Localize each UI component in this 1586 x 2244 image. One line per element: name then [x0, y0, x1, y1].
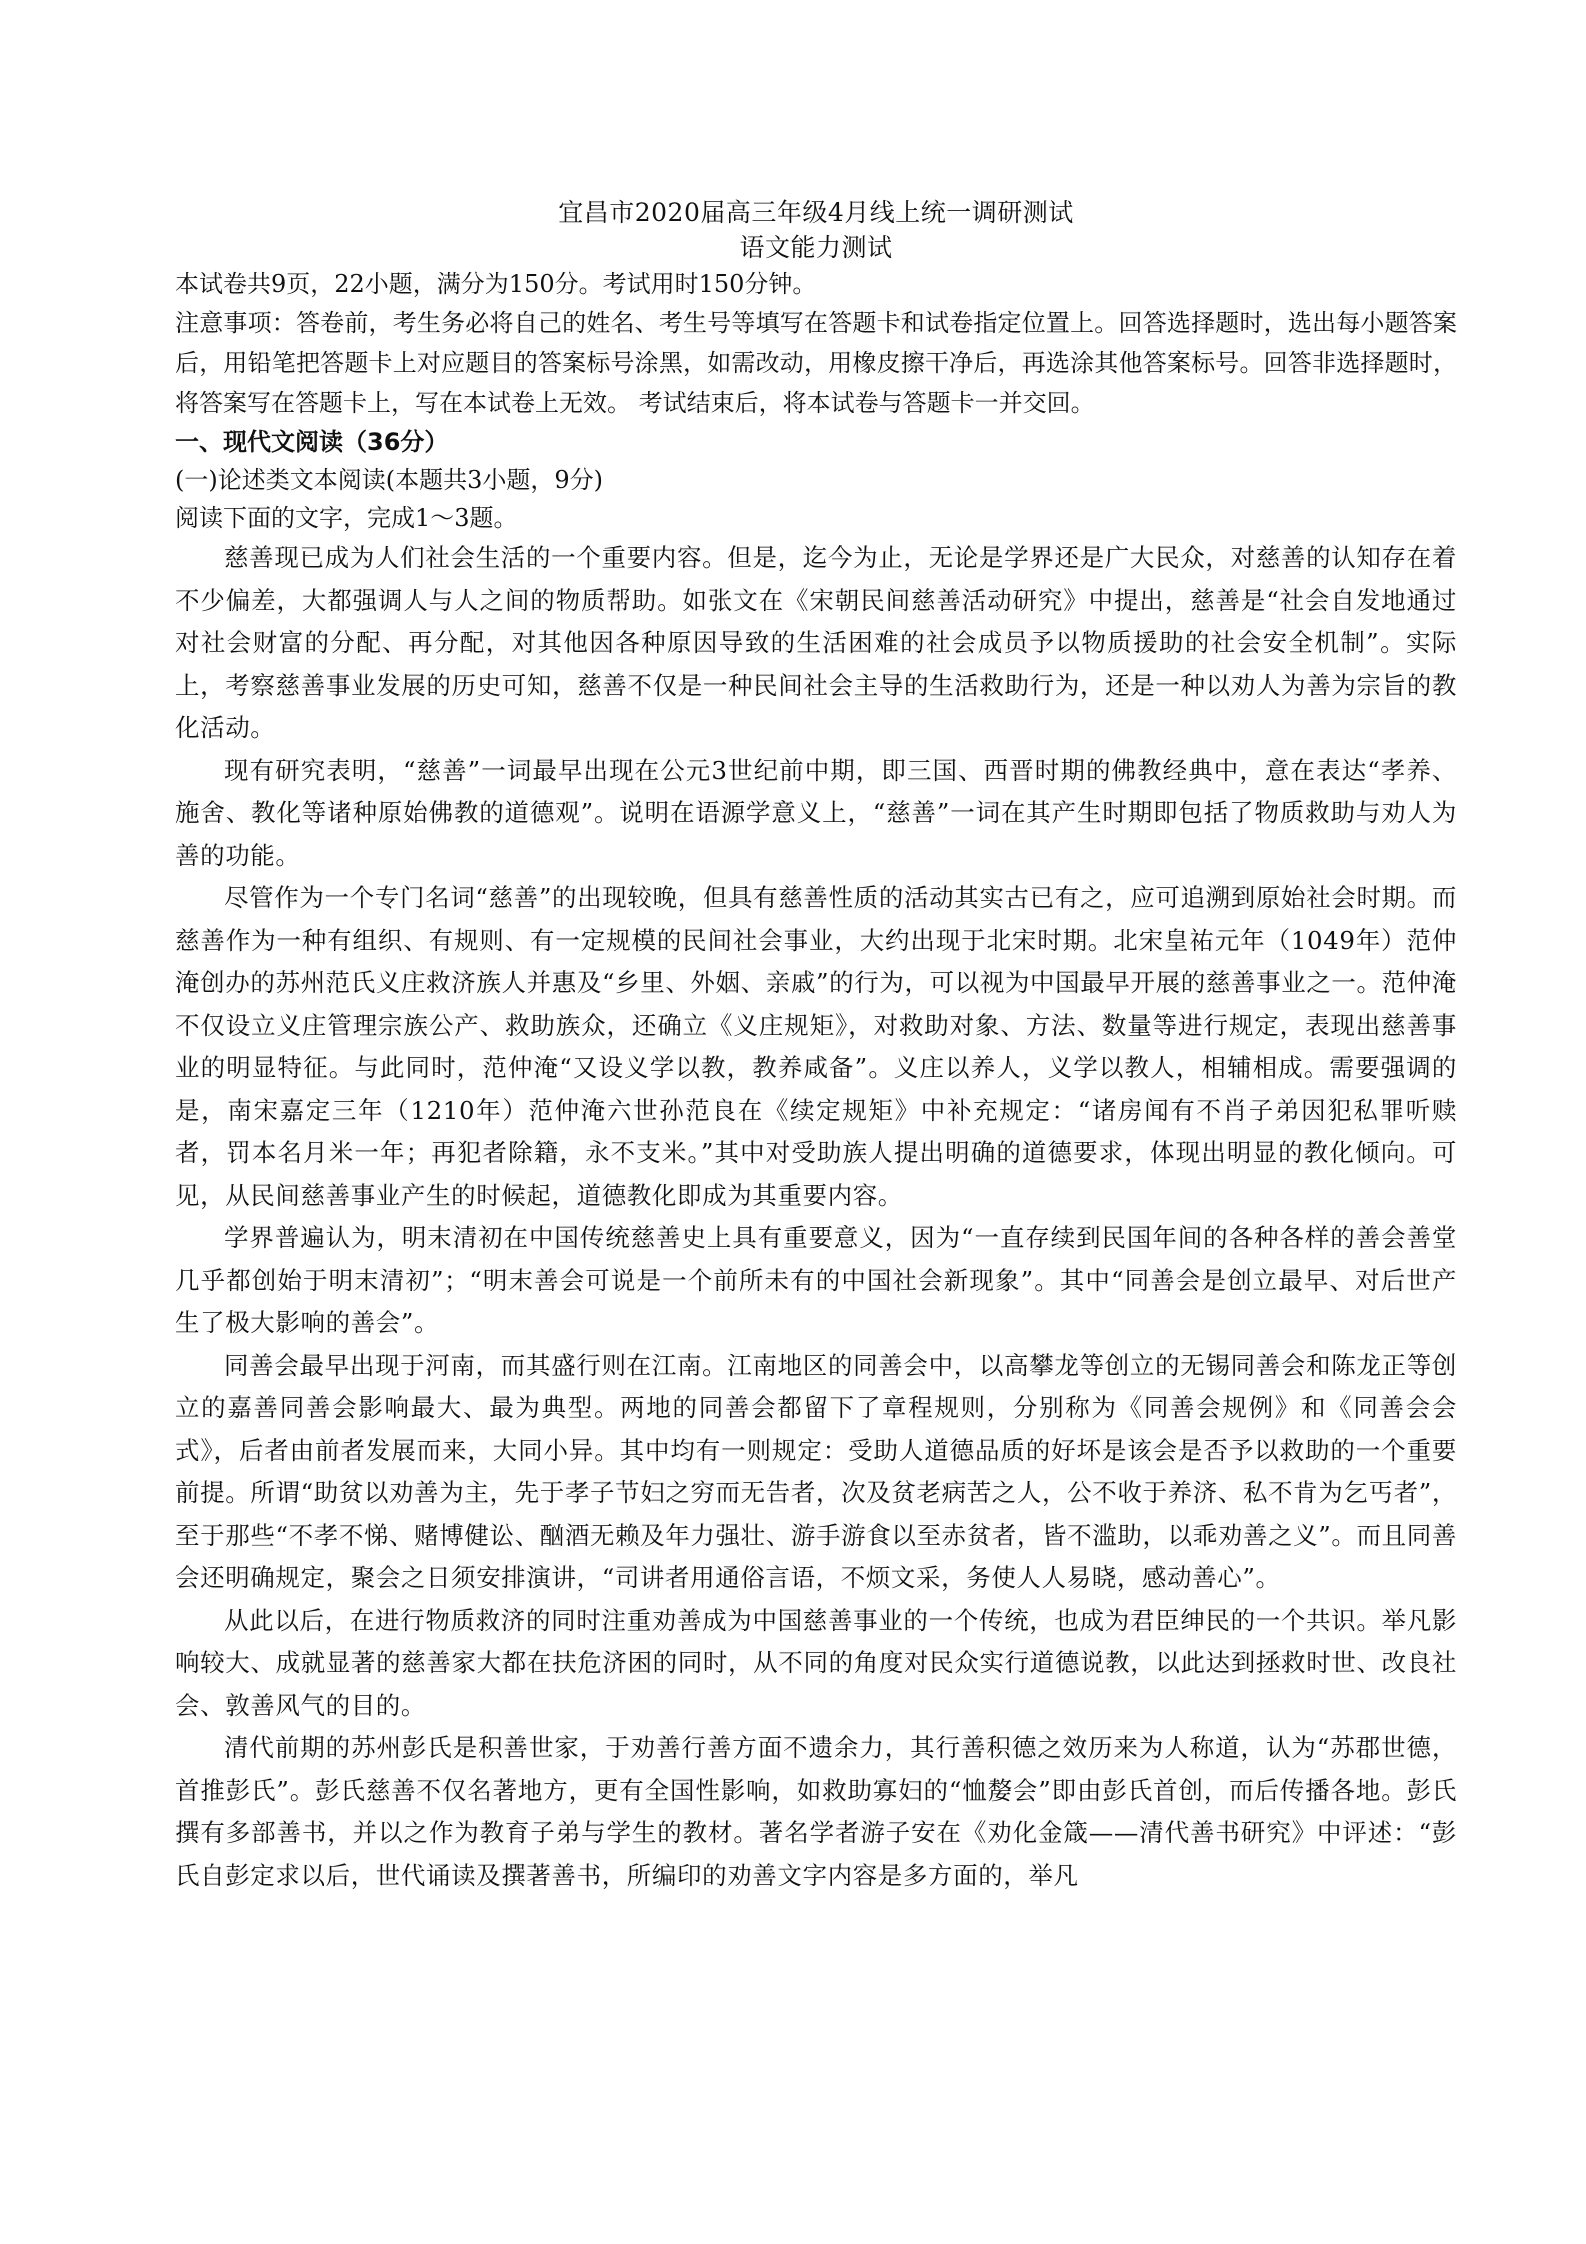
exam-subtitle: 语文能力测试 — [739, 233, 893, 262]
passage-paragraph: 清代前期的苏州彭氏是积善世家，于劝善行善方面不遗余力，其行善积德之效历来为人称道，认为“苏郡世德，首推彭氏”。彭氏慈善不仅名著地方，更有全国性影响，如救助寡妇的“恤嫠会”即由彭氏首创，而后传播各地。彭氏撰有多部善书，并以之作为教育子弟与学生的教材。著名学者游子安在《劝化金箴——清代善书研究》中评述：“彭氏自彭定求以后，世代诵读及撰著善书，所编印的劝善文字内容是多方面的，举凡 — [175, 1733, 1457, 1890]
exam-title: 宜昌市2020届高三年级4月线上统一调研测试 — [558, 198, 1074, 227]
section-heading: 一、现代文阅读（36分） — [175, 428, 449, 456]
passage-paragraph: 学界普遍认为，明末清初在中国传统慈善史上具有重要意义，因为“一直存续到民国年间的各种各样的善会善堂几乎都创始于明末清初”；“明末善会可说是一个前所未有的中国社会新现象”。其中“同善会是创立最早、对后世产生了极大影响的善会”。 — [175, 1223, 1457, 1337]
passage-paragraph: 现有研究表明，“慈善”一词最早出现在公元3世纪前中期，即三国、西晋时期的佛教经典中，意在表达“孝养、施舍、教化等诸种原始佛教的道德观”。说明在语源学意义上，“慈善”一词在其产生时期即包括了物质救助与劝人为善的功能。 — [175, 755, 1457, 870]
passage-paragraph: 尽管作为一个专门名词“慈善”的出现较晚，但具有慈善性质的活动其实古已有之，应可追溯到原始社会时期。而慈善作为一种有组织、有规则、有一定规模的民间社会事业，大约出现于北宋时期。北宋皇祐元年（1049年）范仲淹创办的苏州范氏义庄救济族人并惠及“乡里、外姻、亲戚”的行为，可以视为中国最早开展的慈善事业之一。范仲淹不仅设立义庄管理宗族公产、救助族众，还确立《义庄规矩》，对救助对象、方法、数量等进行规定，表现出慈善事业的明显特征。与此同时，范仲淹“又设义学以教，教养咸备”。义庄以养人，义学以教人，相辅相成。需要强调的是，南宋嘉定三年（1210年）范仲淹六世孙范良在《续定规矩》中补充规定：“诸房闻有不肖子弟因犯私罪听赎者，罚本名月米一年；再犯者除籍，永不支米。”其中对受助族人提出明确的道德要求，体现出明显的教化倾向。可见，从民间慈善事业产生的时候起，道德教化即成为其重要内容。 — [175, 883, 1457, 1210]
exam-info: 本试卷共9页，22小题，满分为150分。考试用时150分钟。 — [175, 270, 817, 298]
passage-paragraph: 从此以后，在进行物质救济的同时注重劝善成为中国慈善事业的一个传统，也成为君臣绅民的一个共识。举凡影响较大、成就显著的慈善家大都在扶危济困的同时，从不同的角度对民众实行道德说教，以此达到拯救时世、改良社会、敦善风气的目的。 — [175, 1605, 1457, 1720]
reading-instruction: 阅读下面的文字，完成1～3题。 — [175, 504, 518, 532]
reading-passage — [175, 537, 1457, 1897]
passage-paragraph: 慈善现已成为人们社会生活的一个重要内容。但是，迄今为止，无论是学界还是广大民众，对慈善的认知存在着不少偏差，大都强调人与人之间的物质帮助。如张文在《宋朝民间慈善活动研究》中提出，慈善是“社会自发地通过对社会财富的分配、再分配，对其他因各种原因导致的生活困难的社会成员予以物质援助的社会安全机制”。实际上，考察慈善事业发展的历史可知，慈善不仅是一种民间社会主导的生活救助行为，还是一种以劝人为善为宗旨的教化活动。 — [175, 543, 1457, 742]
exam-notice: 注意事项：答卷前，考生务必将自己的姓名、考生号等填写在答题卡和试卷指定位置上。回答选择题时，选出每小题答案后，用铅笔把答题卡上对应题目的答案标号涂黑，如需改动，用橡皮擦干净后，再选涂其他答案标号。回答非选择题时，将答案写在答题卡上，写在本试卷上无效。 考试结束后，将本试卷与答题卡一并交回。 — [175, 309, 1457, 417]
exam-page — [175, 195, 1457, 1897]
passage-paragraph: 同善会最早出现于河南，而其盛行则在江南。江南地区的同善会中，以高攀龙等创立的无锡同善会和陈龙正等创立的嘉善同善会影响最大、最为典型。两地的同善会都留下了章程规则，分别称为《同善会规例》和《同善会会式》，后者由前者发展而来，大同小异。其中均有一则规定：受助人道德品质的好坏是该会是否予以救助的一个重要前提。所谓“助贫以劝善为主，先于孝子节妇之穷而无告者，次及贫老病苦之人，公不收于养济、私不肯为乞丐者”，至于那些“不孝不悌、赌博健讼、酗酒无赖及年力强壮、游手游食以至赤贫者，皆不滥助，以乖劝善之义”。而且同善会还明确规定，聚会之日须安排演讲，“司讲者用通俗言语，不烦文采，务使人人易晓，感动善心”。 — [175, 1350, 1457, 1592]
section-subheading: (一)论述类文本阅读(本题共3小题，9分) — [175, 466, 603, 494]
